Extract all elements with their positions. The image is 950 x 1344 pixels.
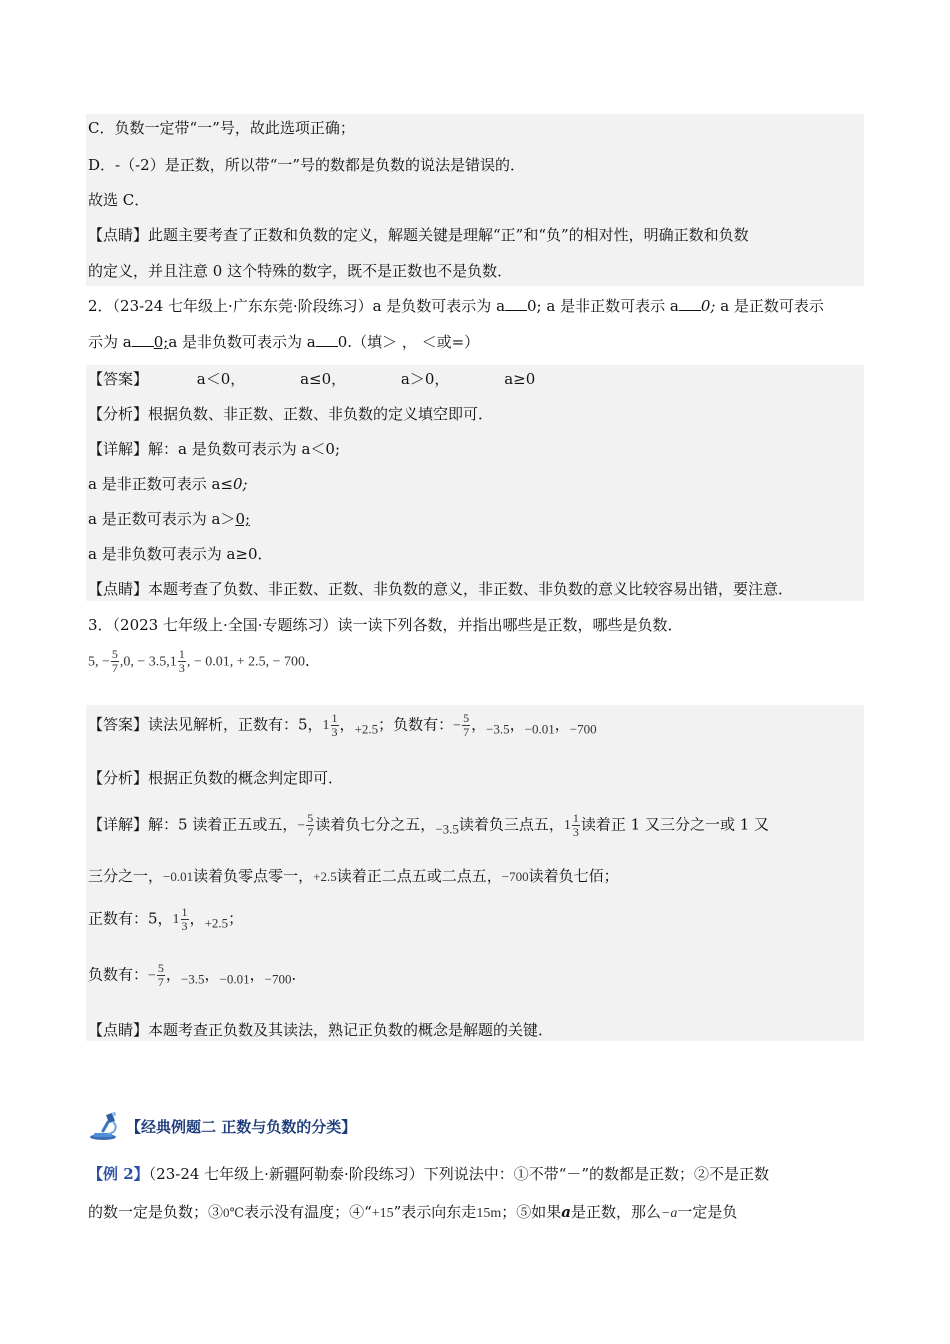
detail-part: a 是非正数可表示 a≤ [88,475,233,493]
answer-value: a＞0， [400,370,450,388]
fraction [157,962,165,989]
number: −700 [264,971,292,987]
answer-blank [316,346,338,347]
q2-stem-part: 0; [700,297,716,315]
math-term: +15 [371,1206,394,1221]
detail-text: 读着正二点五或二点五， [336,867,502,885]
number: −700 [501,869,529,884]
q2-dianjing: 【点睛】本题考查了负数、非正数、正数、非负数的意义，非正数、非负数的意义比较容易出错，要注意． [88,580,794,598]
detail-text: 负数有： [88,965,149,984]
separator: ， [249,965,265,984]
q3-dianjing: 【点睛】本题考查正负数及其读法，熟记正负数的概念是解题的关键． [88,1021,554,1039]
q3-stem: 3．（2023 七年级上·全国·专题练习）读一读下列各数，并指出哪些是正数，哪些是负数． [88,616,683,634]
separator: ； [228,909,244,928]
number: −0.01 [163,869,194,884]
fraction: $\frac{1}{3}$ [178,647,185,675]
separator: ， [554,715,570,734]
choose-text: 故选 C． [88,191,150,209]
fraction-denominator: 7 [463,725,470,739]
example-2-line-1 [88,1164,769,1184]
dianjing-text-a: 【点睛】此题主要考查了正数和负数的定义，解题关键是理解“正”和“负”的相对性，明确正数和负数 [88,226,749,244]
fraction-denominator: 7 [111,661,118,675]
answer-text: ；负数有： [378,715,454,734]
detail-text: 读着负七分之五， [315,815,436,834]
detail-text: 【详解】解：5 读着正五或五， [88,815,298,834]
separator: ， [204,965,220,984]
q2-stem-line-2 [88,332,479,352]
q2-stem-part: a 是正数可表示 [715,297,824,315]
q2-stem-line-1 [88,296,824,316]
dianjing-text-b: 的定义，并且注意 0 这个特殊的数字，既不是正数也不是负数． [88,262,513,280]
example-text: 表示没有温度；④“ [244,1203,372,1221]
fraction-numerator: 5 [111,647,118,661]
detail-part: 0; [233,475,248,493]
example-text: ；⑤如果 [501,1203,562,1221]
answer-value: a≤0， [300,370,347,388]
fraction-numerator: 5 [307,811,314,825]
math-term: −a [660,1206,678,1221]
q3-negative-list: 负数有：− $\frac{5}{7}$ ，−3.5，−0.01，−700． [88,961,307,989]
number: −3.5 [486,721,510,737]
example-text: 是正数，那么 [570,1203,661,1221]
number-list-part: 5, − [88,654,110,670]
detail-text: 读着负七佰； [528,867,619,885]
answer-blank [679,310,701,311]
number: −0.01 [524,721,555,737]
fraction [111,648,119,675]
q3-analysis: 【分析】根据正负数的概念判定即可． [88,769,344,787]
separator: ． [291,965,307,984]
option-c-text: C．负数一定带“一”号，故此选项正确； [88,119,355,137]
example-2-line-2 [88,1202,737,1224]
option-d-text: D．-（-2）是正数，所以带“一”号的数都是负数的说法是错误的． [88,156,526,174]
q2-stem-part: 0; a 是非正数可表示 a [527,297,679,315]
separator: ， [339,715,355,734]
q3-answer: 【答案】读法见解析，正数有：5，1 $\frac{1}{3}$ ，+2.5；负数有：− $\frac{5}{7}$ ，−3.5，−0.01，−700 [88,711,597,739]
answer-value: a≥0 [504,370,536,388]
fraction-numerator: 5 [157,961,164,975]
detail-part: 0; [235,510,251,528]
mixed-number: 1 $\frac{1}{3}$ [563,811,579,839]
example-text: （23-24 七年级上·新疆阿勒泰·阶段练习）下列说法中：①不带“－”的数都是正数；②不是正数 [148,1165,770,1183]
number: −3.5 [180,971,205,987]
section-title: 【经典例题二 正数与负数的分类】 [126,1117,357,1136]
q3-positive-list [88,906,243,934]
detail-text: 正数有：5， [88,909,173,928]
q2-stem-part: 2．（23-24 七年级上·广东东莞·阶段练习）a 是负数可表示为 a [88,297,506,315]
fraction-denominator: 7 [157,975,164,989]
q2-stem-part: 0; [153,333,169,351]
q2-stem-part: a 是非负数可表示为 a [168,333,316,351]
number-list-part: , − 0.01, + 2.5, − 700 [186,654,305,670]
microscope-icon [88,1111,122,1141]
separator: ， [165,965,181,984]
q3-number-list [88,648,320,675]
answer-blank [132,346,154,347]
q2-answer-line [88,369,535,389]
number-list-end: ． [305,651,321,670]
math-term: 0℃ [223,1205,245,1220]
detail-text: 读着负三点五， [458,815,564,834]
fraction-numerator: 5 [463,711,470,725]
detail-text: 三分之一， [88,867,164,885]
example-text: 一定是负 [677,1203,738,1221]
answer-label: 【答案】 [88,370,149,388]
answer-blank [505,310,527,311]
separator: ， [471,715,487,734]
section-heading [88,1110,356,1142]
detail-text: 读着正 1 又三分之一或 1 又 [580,815,770,834]
q3-detail-1: 【详解】解：5 读着正五或五，− $\frac{5}{7}$ 读着负七分之五，−3.5读着负三点五，1 $\frac{1}{3}$ 读着正 1 又三分之一或 1 又 [88,811,770,839]
example-text: ”表示向东走 [393,1203,477,1221]
q2-stem-part: 0.（填＞ ， ＜或=） [337,333,480,351]
number: −700 [569,721,597,737]
math-term: 15m [476,1206,502,1221]
q2-detail-3 [88,509,250,529]
q2-detail-1: 【详解】解：a 是负数可表示为 a＜0; [88,440,341,458]
answer-text: 【答案】读法见解析，正数有：5， [88,715,323,734]
q2-stem-part: 示为 a [88,333,132,351]
q2-detail-2 [88,474,248,494]
number: +2.5 [204,915,229,931]
separator: ， [509,715,525,734]
number: +2.5 [313,869,337,884]
number: −3.5 [435,821,459,837]
example-label: 【例 2】 [88,1165,149,1183]
mixed-number: 1 $\frac{1}{3}$ [322,711,338,739]
q3-detail-2 [88,866,619,887]
example-text: 的数一定是负数；③ [88,1203,224,1221]
q2-detail-4: a 是非负数可表示为 a≥0． [88,545,273,563]
number: +2.5 [354,721,379,737]
detail-part: a 是正数可表示为 a＞ [88,510,236,528]
fraction [462,712,470,739]
number: −0.01 [219,971,250,987]
answer-value: a＜0， [196,370,246,388]
q2-analysis: 【分析】根据负数、非正数、正数、非负数的定义填空即可． [88,405,494,423]
fraction-denominator: 7 [307,825,314,839]
math-term: a [561,1203,571,1221]
detail-text: 读着负零点零一， [193,867,314,885]
separator: ， [189,909,205,928]
number-list-part: ,0, − 3.5,1 [119,654,177,670]
mixed-number: 1 $\frac{1}{3}$ [172,905,188,933]
fraction [306,812,314,839]
